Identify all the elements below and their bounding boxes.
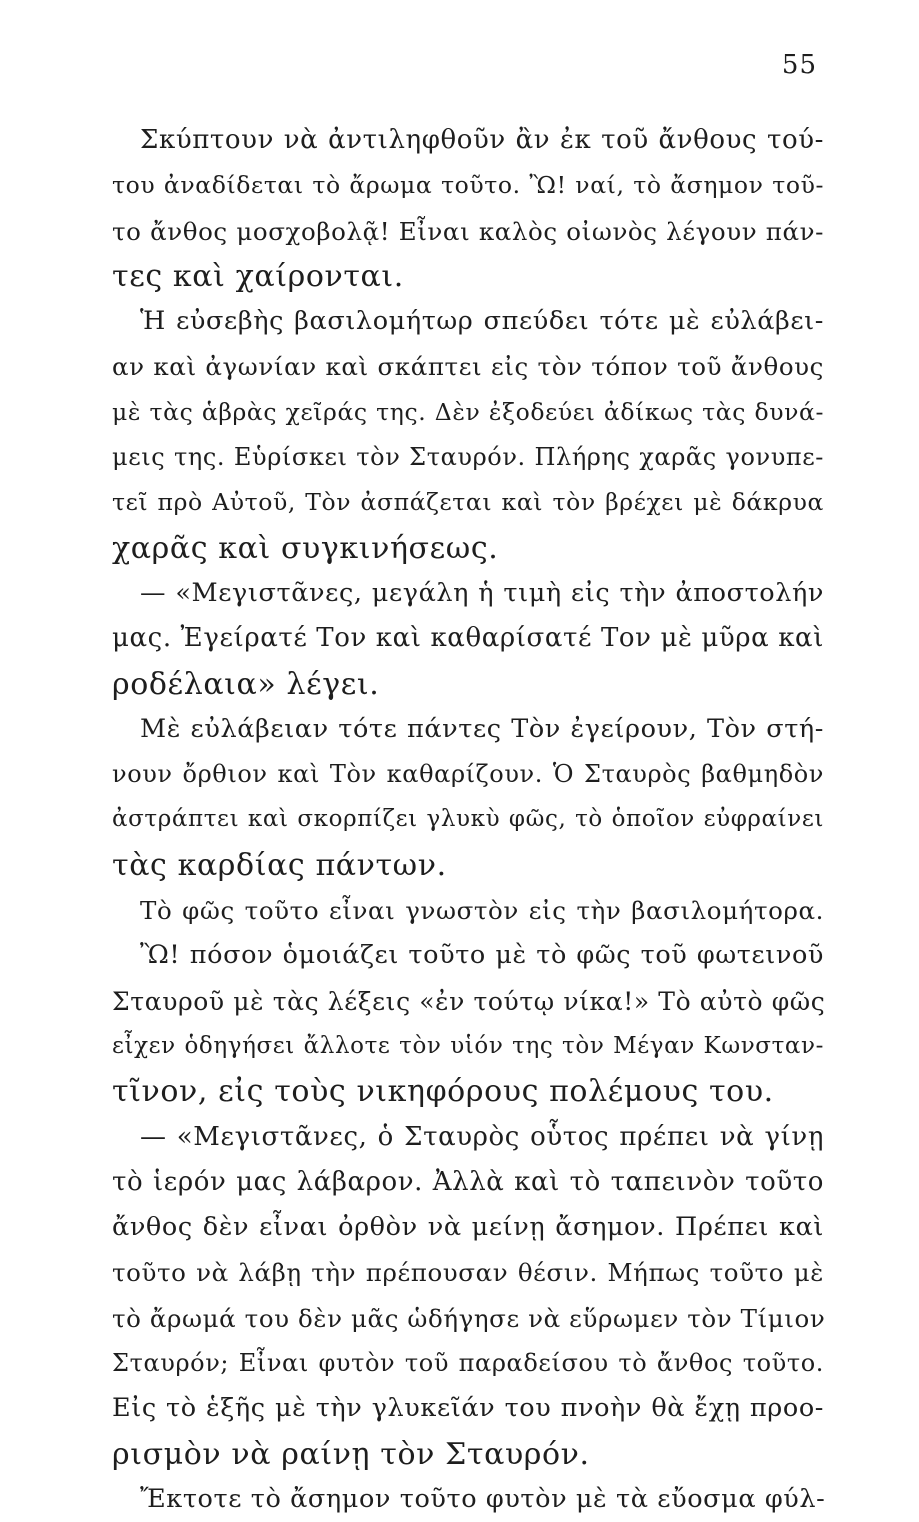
text-line: — «Μεγιστᾶνες, ὁ Σταυρὸς οὗτος πρέπει νὰ γίνῃ bbox=[140, 1121, 824, 1152]
text-line: Ὢ! πόσον ὁμοιάζει τοῦτο μὲ τὸ φῶς τοῦ φωτεινοῦ bbox=[140, 940, 824, 971]
text-line: αν καὶ ἀγωνίαν καὶ σκάπτει εἰς τὸν τόπον τοῦ ἄνθους bbox=[112, 352, 824, 382]
text-line: Τὸ φῶς τοῦτο εἶναι γνωστὸν εἰς τὴν βασιλομήτορα. bbox=[140, 896, 824, 926]
text-line: Μὲ εὐλάβειαν τότε πάντες Τὸν ἐγείρουν, Τὸν στή- bbox=[140, 713, 824, 744]
text-line: το ἄνθος μοσχοβολᾷ! Εἶναι καλὸς οἰωνὸς λέγουν πάν- bbox=[112, 216, 824, 246]
text-line: Σκύπτουν νὰ ἀντιληφθοῦν ἂν ἐκ τοῦ ἄνθους τού- bbox=[140, 125, 824, 155]
text-line: ρισμὸν νὰ ραίνῃ τὸν Σταυρόν. bbox=[112, 1436, 590, 1472]
text-line: τεῖ πρὸ Αὐτοῦ, Τὸν ἀσπάζεται καὶ τὸν βρέχει μὲ δάκρυα bbox=[112, 488, 824, 517]
text-line: — «Μεγιστᾶνες, μεγάλη ἡ τιμὴ εἰς τὴν ἀποστολήν bbox=[140, 577, 824, 608]
text-line: ἀστράπτει καὶ σκορπίζει γλυκὺ φῶς, τὸ ὁποῖον εὐφραίνει bbox=[112, 806, 824, 833]
text-line: του ἀναδίδεται τὸ ἄρωμα τοῦτο. Ὢ! ναί, τὸ ἄσημον τοῦ- bbox=[112, 171, 824, 200]
text-line: Ἡ εὐσεβὴς βασιλομήτωρ σπεύδει τότε μὲ εὐλάβει- bbox=[140, 306, 824, 337]
text-line: μεις της. Εὑρίσκει τὸν Σταυρόν. Πλήρης χαρᾶς γονυπε- bbox=[112, 443, 824, 472]
text-line: ροδέλαια» λέγει. bbox=[112, 666, 380, 702]
text-line: νουν ὄρθιον καὶ Τὸν καθαρίζουν. Ὁ Σταυρὸς βαθμηδὸν bbox=[112, 760, 824, 789]
text-line: χαρᾶς καὶ συγκινήσεως. bbox=[112, 530, 499, 566]
text-line: ἄνθος δὲν εἶναι ὀρθὸν νὰ μείνῃ ἄσημον. Πρέπει καὶ bbox=[112, 1212, 824, 1243]
text-line: τοῦτο νὰ λάβῃ τὴν πρέπουσαν θέσιν. Μήπως τοῦτο μὲ bbox=[112, 1258, 824, 1288]
text-line: Εἰς τὸ ἑξῆς μὲ τὴν γλυκεῖάν του πνοὴν θὰ ἔχῃ προο- bbox=[112, 1393, 824, 1424]
text-line: μας. Ἐγείρατέ Τον καὶ καθαρίσατέ Τον μὲ μῦρα καὶ bbox=[112, 623, 824, 654]
page-number: 55 bbox=[781, 50, 817, 80]
text-line: τὰς καρδίας πάντων. bbox=[112, 847, 447, 883]
text-line: τὸ ἱερόν μας λάβαρον. Ἀλλὰ καὶ τὸ ταπεινὸν τοῦτο bbox=[112, 1166, 824, 1197]
text-line: εἶχεν ὁδηγήσει ἄλλοτε τὸν υἱόν της τὸν Μέγαν Κωνσταν- bbox=[112, 1032, 824, 1059]
text-line: Σταυρόν; Εἶναι φυτὸν τοῦ παραδείσου τὸ ἄνθος τοῦτο. bbox=[112, 1349, 824, 1378]
text-line: μὲ τὰς ἁβρὰς χεῖράς της. Δὲν ἐξοδεύει ἀδίκως τὰς δυνά- bbox=[112, 397, 824, 426]
text-line: Σταυροῦ μὲ τὰς λέξεις «ἐν τούτῳ νίκα!» Τὸ αὐτὸ φῶς bbox=[112, 986, 826, 1016]
text-line: Ἔκτοτε τὸ ἄσημον τοῦτο φυτὸν μὲ τὰ εὔοσμα φύλ- bbox=[140, 1483, 826, 1514]
text-line: τῖνον, εἰς τοὺς νικηφόρους πολέμους του. bbox=[112, 1074, 774, 1110]
text-line: τὸ ἄρωμά του δὲν μᾶς ὡδήγησε νὰ εὕρωμεν τὸν Τίμιον bbox=[112, 1303, 826, 1333]
body-text bbox=[112, 118, 824, 1522]
text-line: τες καὶ χαίρονται. bbox=[112, 258, 404, 294]
